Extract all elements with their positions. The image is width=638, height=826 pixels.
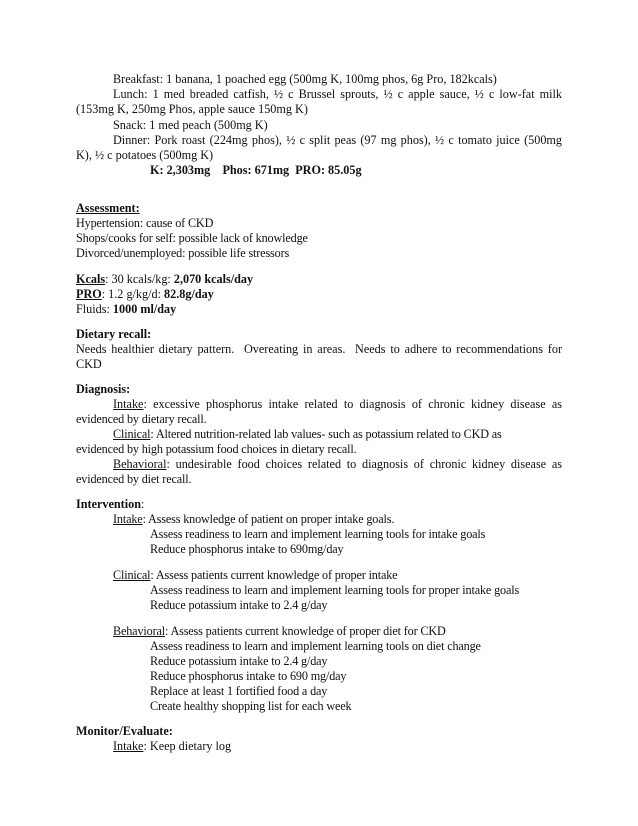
intervention-heading-colon: :: [141, 497, 145, 511]
monitor-intake-text: : Keep dietary log: [143, 739, 232, 753]
intervention-clinical-line: [113, 568, 397, 583]
diagnosis-heading: Diagnosis:: [76, 382, 131, 396]
dietary-recall-heading: Dietary recall:: [76, 327, 152, 341]
intervention-behavioral-item: Reduce phosphorus intake to 690 mg/day: [150, 669, 347, 683]
dinner-line-1: Dinner: Pork roast (224mg phos), ½ c split peas (97 mg phos), ½ c tomato juice (500mg: [113, 133, 562, 147]
diagnosis-behavioral-label: Behavioral: [113, 457, 167, 471]
monitor-intake-line: [113, 739, 231, 754]
intervention-intake-line: [113, 512, 394, 527]
breakfast-line: Breakfast: 1 banana, 1 poached egg (500mg K, 100mg phos, 6g Pro, 182kcals): [113, 72, 497, 86]
dietary-recall-line-1: Needs healthier dietary pattern. Overeating in areas. Needs to adhere to recommendations for: [76, 342, 562, 356]
diagnosis-behavioral-text: : undesirable food choices related to diagnosis of chronic kidney disease as: [166, 457, 562, 471]
diagnosis-behavioral-line-1: [113, 457, 562, 472]
kcals-line: [76, 272, 253, 287]
intervention-behavioral-line: [113, 624, 446, 639]
fluids-line: [76, 302, 176, 317]
intervention-clinical-label: Clinical: [113, 568, 151, 582]
diagnosis-clinical-line-2: evidenced by high potassium food choices in dietary recall.: [76, 442, 357, 456]
dinner-line-2: K), ½ c potatoes (500mg K): [76, 148, 214, 162]
diagnosis-behavioral-line-2: evidenced by diet recall.: [76, 472, 192, 486]
pro-line: [76, 287, 214, 302]
assessment-line: Shops/cooks for self: possible lack of knowledge: [76, 231, 308, 245]
intervention-clinical-text: : Assess patients current knowledge of proper intake: [150, 568, 398, 582]
assessment-heading: Assessment:: [76, 201, 140, 215]
assessment-line: Hypertension: cause of CKD: [76, 216, 214, 230]
snack-line: Snack: 1 med peach (500mg K): [113, 118, 268, 132]
intervention-heading-line: [76, 497, 144, 512]
intervention-clinical-item: Assess readiness to learn and implement learning tools for proper intake goals: [150, 583, 520, 597]
lunch-line-2: (153mg K, 250mg Phos, apple sauce 150mg K): [76, 102, 308, 116]
intervention-intake-item: Reduce phosphorus intake to 690mg/day: [150, 542, 344, 556]
diagnosis-intake-text: : excessive phosphorus intake related to diagnosis of chronic kidney disease as: [143, 397, 562, 411]
dietary-recall-line-2: CKD: [76, 357, 102, 371]
lunch-line-1: Lunch: 1 med breaded catfish, ½ c Brussel sprouts, ½ c apple sauce, ½ c low-fat milk: [113, 87, 562, 101]
intervention-behavioral-item: Replace at least 1 fortified food a day: [150, 684, 328, 698]
intervention-behavioral-item: Assess readiness to learn and implement learning tools on diet change: [150, 639, 481, 653]
kcals-calc: : 30 kcals/kg:: [105, 272, 174, 286]
diagnosis-clinical-text: : Altered nutrition-related lab values- such as potassium related to CKD as: [150, 427, 502, 441]
diagnosis-intake-line-1: [113, 397, 562, 412]
intervention-intake-label: Intake: [113, 512, 143, 526]
intervention-intake-text: : Assess knowledge of patient on proper intake goals.: [142, 512, 395, 526]
intervention-behavioral-item: Reduce potassium intake to 2.4 g/day: [150, 654, 328, 668]
diagnosis-clinical-line-1: [113, 427, 502, 442]
pro-calc: : 1.2 g/kg/d:: [101, 287, 165, 301]
intervention-behavioral-item: Create healthy shopping list for each week: [150, 699, 352, 713]
diagnosis-clinical-label: Clinical: [113, 427, 151, 441]
intervention-behavioral-text: : Assess patients current knowledge of proper diet for CKD: [164, 624, 446, 638]
intervention-clinical-item: Reduce potassium intake to 2.4 g/day: [150, 598, 328, 612]
fluids-label: Fluids:: [76, 302, 113, 316]
diagnosis-intake-label: Intake: [113, 397, 144, 411]
pro-label: PRO: [76, 287, 102, 301]
intervention-behavioral-label: Behavioral: [113, 624, 165, 638]
pro-value: 82.8g/day: [164, 287, 214, 301]
kcals-label: Kcals: [76, 272, 106, 286]
monitor-intake-label: Intake: [113, 739, 144, 753]
intervention-intake-item: Assess readiness to learn and implement learning tools for intake goals: [150, 527, 486, 541]
diagnosis-intake-line-2: evidenced by dietary recall.: [76, 412, 207, 426]
intervention-heading: Intervention: [76, 497, 141, 511]
kcals-value: 2,070 kcals/day: [173, 272, 254, 286]
monitor-heading: Monitor/Evaluate:: [76, 724, 173, 738]
meal-totals: K: 2,303mg Phos: 671mg PRO: 85.05g: [150, 163, 362, 177]
assessment-line: Divorced/unemployed: possible life stressors: [76, 246, 290, 260]
fluids-value: 1000 ml/day: [112, 302, 177, 316]
